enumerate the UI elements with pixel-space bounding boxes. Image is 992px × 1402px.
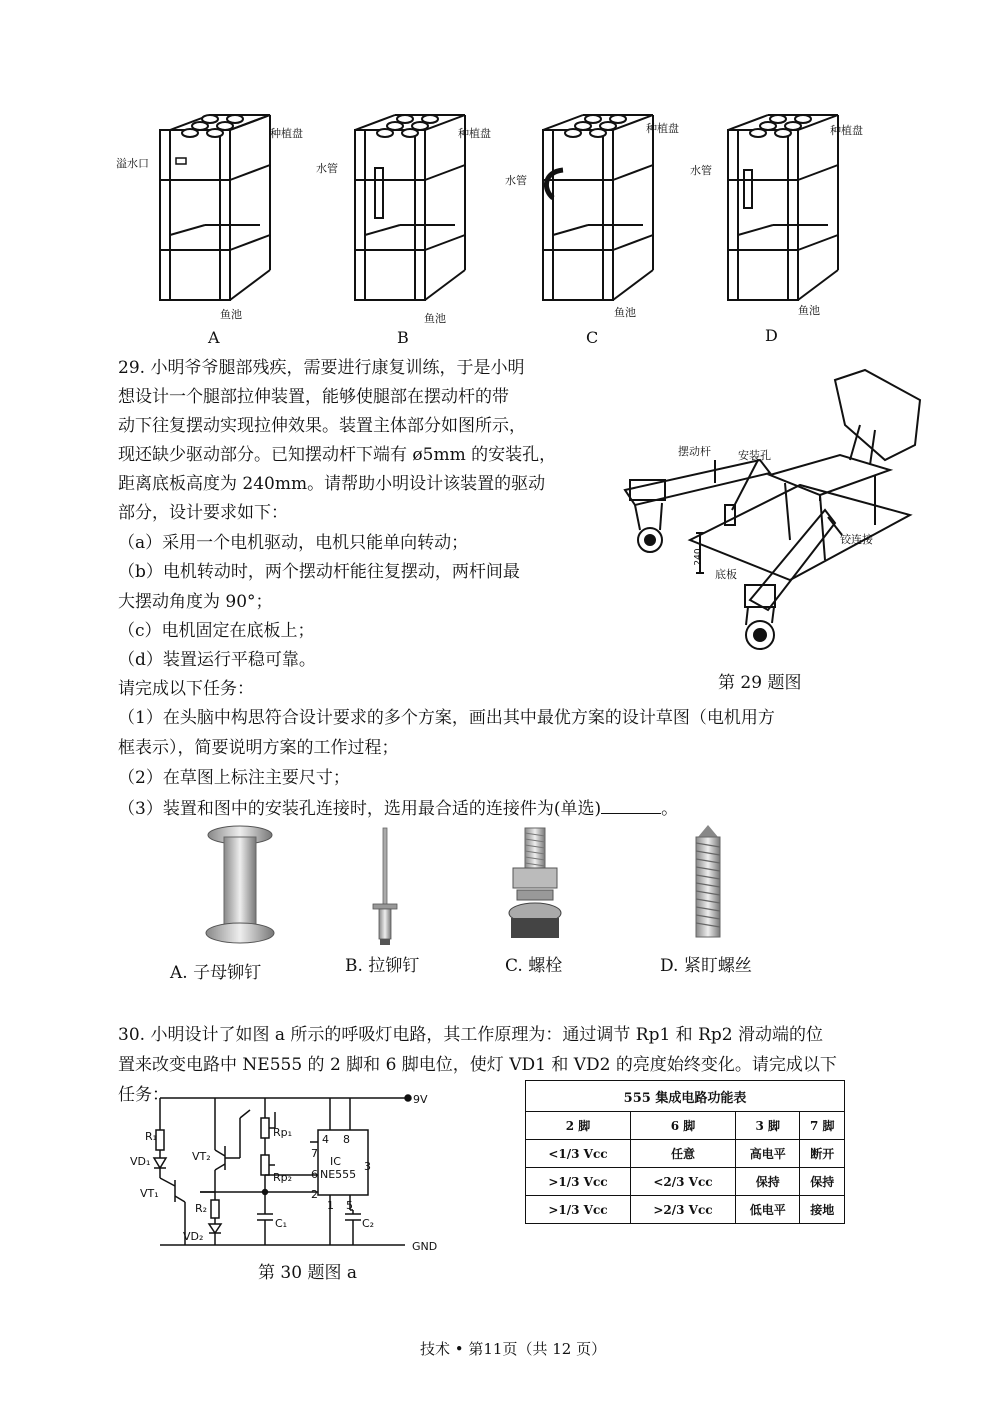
- pipe-label-c: 水管: [505, 174, 527, 187]
- table-header: 3 脚: [735, 1112, 800, 1140]
- q29-task: （1）在头脑中构思符合设计要求的多个方案，画出其中最优方案的设计草图（电机用方: [118, 708, 775, 728]
- q29-task-3-text: （3）装置和图中的安装孔连接时，选用最合适的连接件为(单选): [118, 799, 602, 819]
- q30-line: 置来改变电路中 NE555 的 2 脚和 6 脚电位，使灯 VD1 和 VD2 的亮度始终变化。请完成以下: [118, 1055, 837, 1075]
- tray-label-c: 种植盘: [646, 122, 679, 135]
- fastener-option-b: B. 拉铆钉: [345, 956, 420, 976]
- table-title: 555 集成电路功能表: [526, 1081, 845, 1112]
- hinge-label: 铰连接: [840, 533, 873, 546]
- table-cell: 保持: [735, 1168, 800, 1196]
- q29-line: 现还缺少驱动部分。已知摆动杆下端有 ø5mm 的安装孔，: [118, 445, 557, 465]
- table-cell: <2/3 Vcc: [630, 1168, 735, 1196]
- rod-label: 摆动杆: [678, 445, 711, 458]
- q29-line: 距离底板高度为 240mm。请帮助小明设计该装置的驱动: [118, 474, 546, 494]
- table-row: [526, 1196, 845, 1224]
- figure-29-caption: 第 29 题图: [718, 673, 802, 693]
- q29-requirement: （c）电机固定在底板上；: [118, 621, 315, 641]
- table-cell: 接地: [800, 1196, 845, 1224]
- c2-label: C₂: [362, 1217, 375, 1230]
- pin-label: 3: [364, 1160, 371, 1173]
- vd1-label: VD₁: [130, 1155, 151, 1168]
- stand-figure-b: [345, 110, 475, 320]
- table-cell: 高电平: [735, 1140, 800, 1168]
- vt1-label: VT₁: [140, 1187, 159, 1200]
- q29-line: 想设计一个腿部拉伸装置，能够使腿部在摆动杆的带: [118, 387, 509, 407]
- bolt-image: [505, 828, 565, 943]
- table-header: 2 脚: [526, 1112, 631, 1140]
- ic-label: IC: [330, 1155, 341, 1168]
- table-cell: >2/3 Vcc: [630, 1196, 735, 1224]
- q29-line: 动下往复摆动实现拉伸效果。装置主体部分如图所示，: [118, 416, 526, 436]
- q29-task: （2）在草图上标注主要尺寸；: [118, 768, 350, 788]
- pin-label: 2: [311, 1188, 318, 1201]
- pond-label-c: 鱼池: [614, 306, 636, 319]
- pin-label: 1: [327, 1199, 334, 1212]
- rp1-label: Rp₁: [273, 1126, 293, 1139]
- blind-rivet-image: [370, 828, 400, 948]
- tray-label-b: 种植盘: [458, 127, 491, 140]
- vcc-label: 9V: [413, 1093, 428, 1106]
- tray-label-a: 种植盘: [270, 127, 303, 140]
- q29-line: 29. 小明爷爷腿部残疾，需要进行康复训练，于是小明: [118, 358, 525, 378]
- answer-blank[interactable]: [601, 799, 661, 814]
- pin-label: 4: [322, 1133, 329, 1146]
- q29-requirement: 大摆动角度为 90°；: [118, 592, 273, 612]
- set-screw-image: [688, 825, 728, 940]
- q29-requirement: （d）装置运行平稳可靠。: [118, 650, 316, 670]
- vt2-label: VT₂: [192, 1150, 211, 1163]
- ne555-function-table: [525, 1080, 845, 1224]
- pin-label: 7: [311, 1147, 318, 1160]
- q29-line: 部分，设计要求如下：: [118, 503, 288, 523]
- pipe-label-b: 水管: [316, 162, 338, 175]
- table-header: 7 脚: [800, 1112, 845, 1140]
- option-letter-d: D: [765, 326, 778, 345]
- base-label: 底板: [715, 568, 737, 581]
- stand-figure-a: [150, 110, 280, 320]
- option-letter-a: A: [208, 328, 220, 347]
- table-cell: >1/3 Vcc: [526, 1196, 631, 1224]
- overflow-label-a: 溢水口: [116, 157, 149, 170]
- q29-task-intro: 请完成以下任务：: [118, 679, 254, 699]
- pond-label-d: 鱼池: [798, 304, 820, 317]
- q29-requirement: （b）电机转动时，两个摆动杆能往复摆动，两杆间最: [118, 562, 520, 582]
- table-header: 6 脚: [630, 1112, 735, 1140]
- gnd-label: GND: [412, 1240, 438, 1253]
- stretch-device-drawing: [620, 365, 920, 665]
- fastener-option-a: A. 子母铆钉: [170, 963, 262, 983]
- q29-requirement: （a）采用一个电机驱动，电机只能单向转动；: [118, 533, 469, 553]
- ic-model-label: NE555: [320, 1168, 357, 1181]
- table-cell: 断开: [800, 1140, 845, 1168]
- c1-label: C₁: [275, 1217, 288, 1230]
- vd2-label: VD₂: [183, 1230, 204, 1243]
- table-row: [526, 1140, 845, 1168]
- table-cell: 低电平: [735, 1196, 800, 1224]
- table-cell: <1/3 Vcc: [526, 1140, 631, 1168]
- tray-label-d: 种植盘: [830, 124, 863, 137]
- table-header-row: [526, 1112, 845, 1140]
- stand-figure-d: [718, 110, 848, 320]
- height-dimension-label: 240: [693, 548, 704, 566]
- stand-figure-c: [533, 110, 663, 320]
- pond-label-a: 鱼池: [220, 308, 242, 321]
- r1-label: R₁: [145, 1130, 158, 1143]
- q30-line: 任务：: [118, 1085, 169, 1105]
- figure-30a-caption: 第 30 题图 a: [258, 1263, 357, 1283]
- table-cell: 任意: [630, 1140, 735, 1168]
- q29-task: 框表示），简要说明方案的工作过程；: [118, 738, 399, 758]
- option-letter-c: C: [586, 328, 599, 347]
- r2-label: R₂: [195, 1202, 208, 1215]
- q30-line: 30. 小明设计了如图 a 所示的呼吸灯电路，其工作原理为：通过调节 Rp1 和 Rp2 滑动端的位: [118, 1025, 823, 1045]
- option-letter-b: B: [397, 328, 409, 347]
- pin-label: 6: [311, 1168, 318, 1181]
- pin-label: 8: [343, 1133, 350, 1146]
- hole-label: 安装孔: [738, 449, 771, 462]
- table-cell: >1/3 Vcc: [526, 1168, 631, 1196]
- q29-task-3-end: 。: [661, 799, 679, 819]
- chicago-rivet-image: [200, 825, 280, 950]
- pin-label: 5: [346, 1199, 353, 1212]
- rp2-label: Rp₂: [273, 1171, 293, 1184]
- pond-label-b: 鱼池: [424, 312, 446, 325]
- fastener-option-d: D. 紧盯螺丝: [660, 956, 752, 976]
- page-footer: 技术 • 第11页（共 12 页）: [420, 1340, 607, 1358]
- pipe-label-d: 水管: [690, 164, 712, 177]
- table-row: [526, 1168, 845, 1196]
- q29-task-3: [118, 799, 678, 818]
- fastener-option-c: C. 螺栓: [505, 956, 563, 976]
- table-cell: 保持: [800, 1168, 845, 1196]
